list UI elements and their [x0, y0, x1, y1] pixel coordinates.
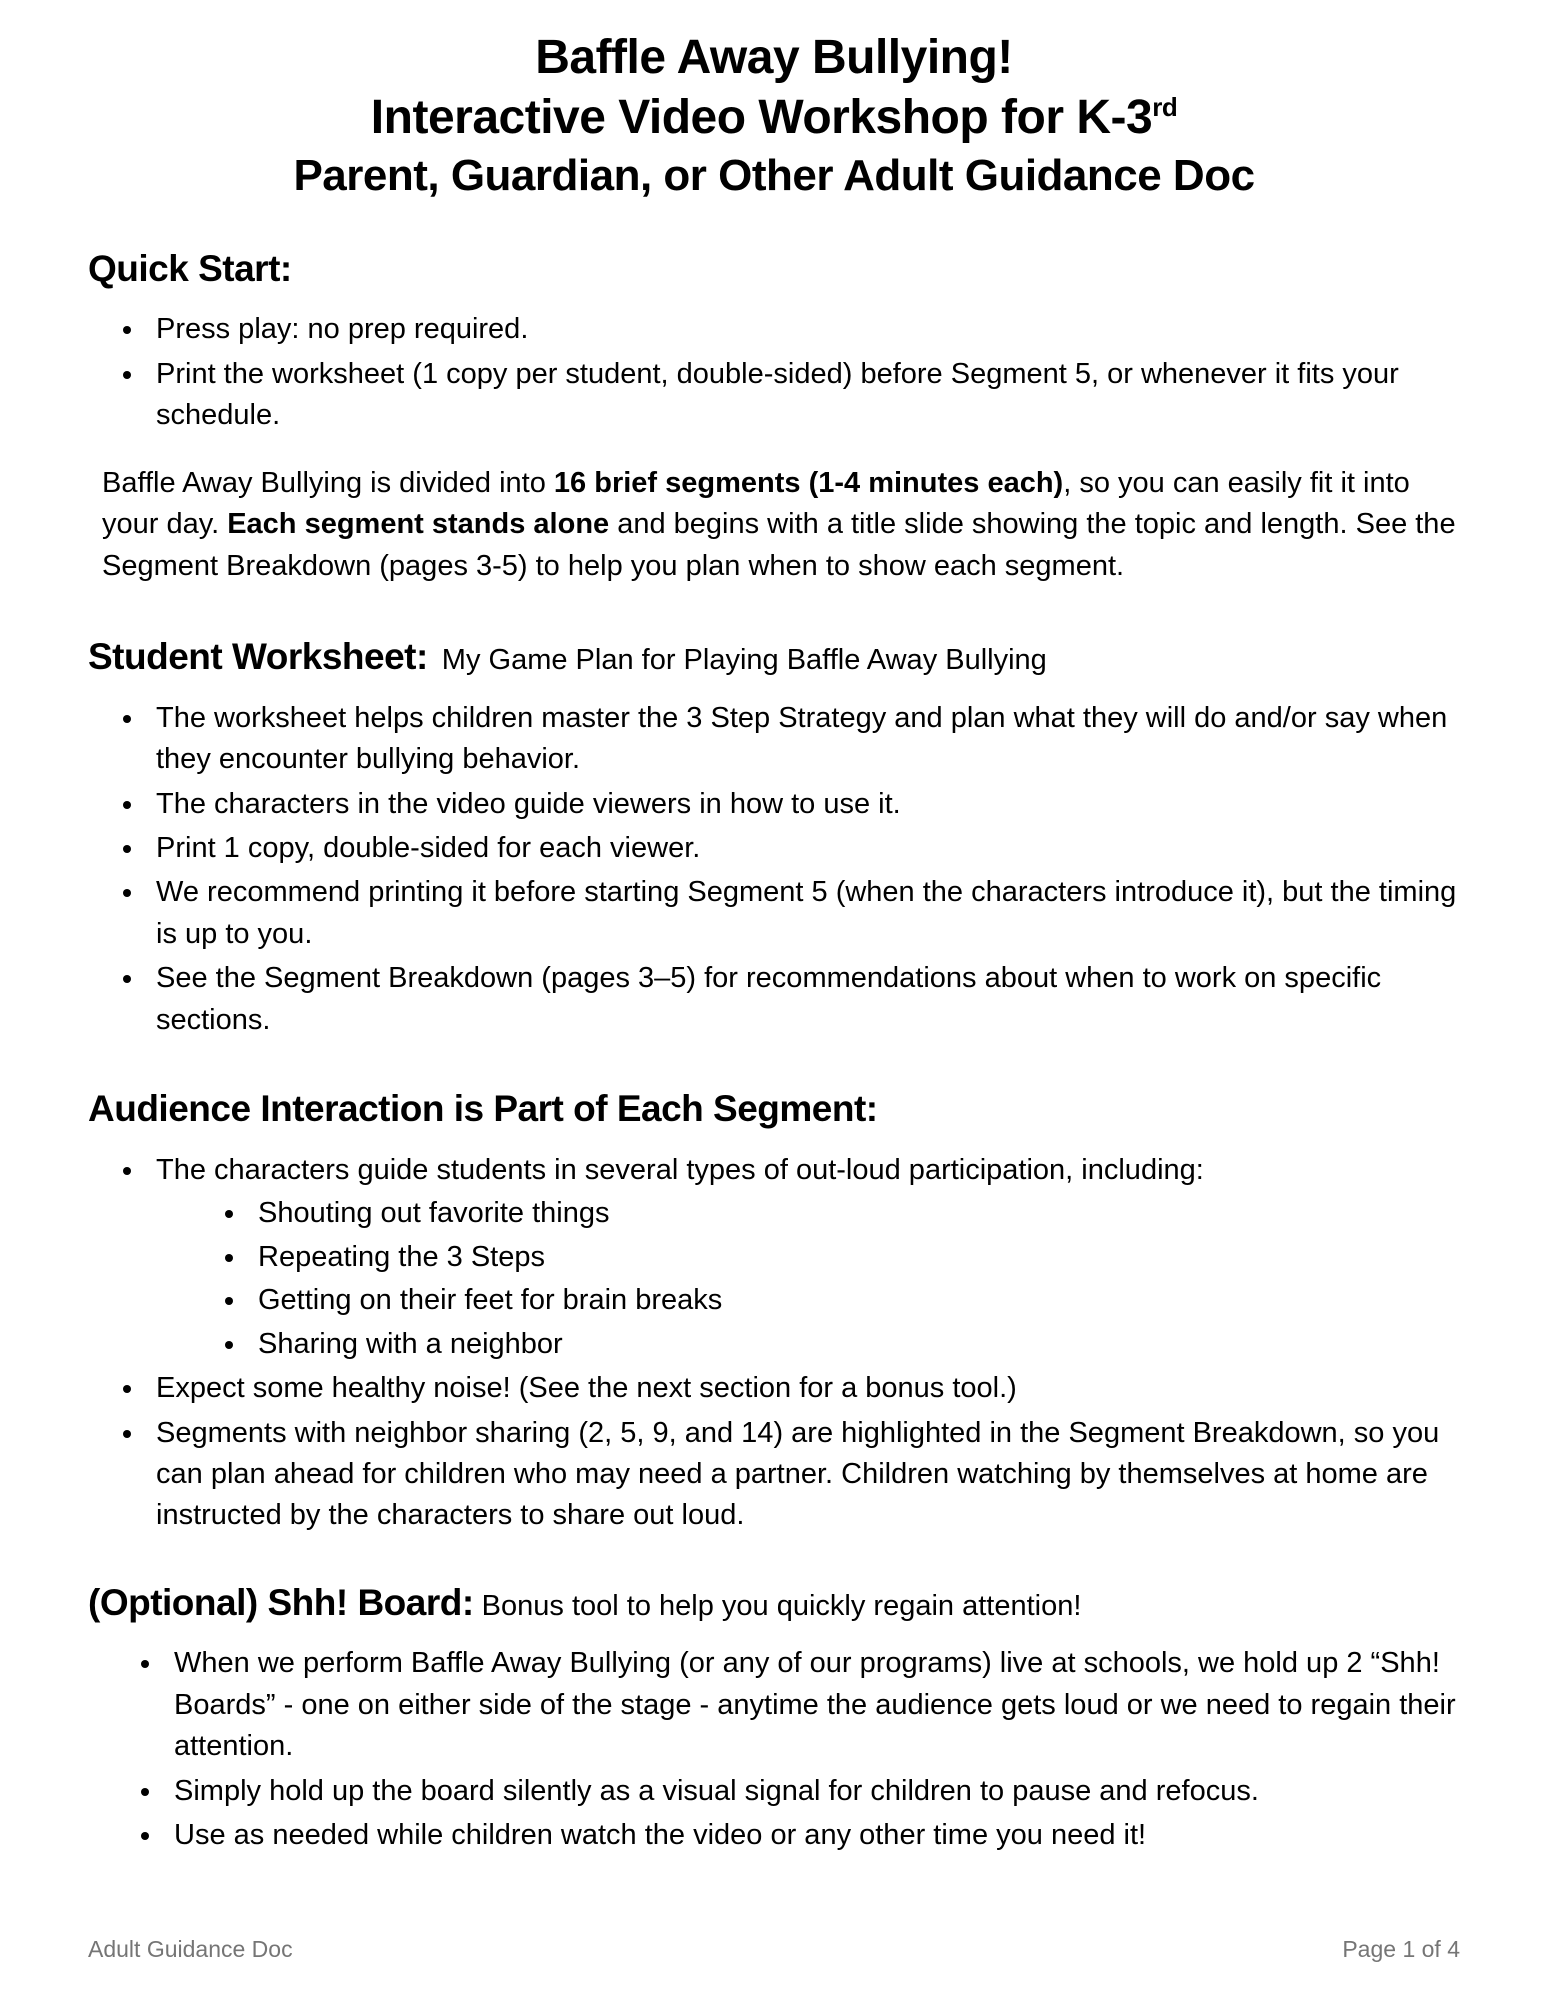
- audience-interaction-heading: Audience Interaction is Part of Each Segment:: [88, 1088, 878, 1130]
- audience-interaction-list: [88, 1150, 1460, 1537]
- list-item: • Segments with neighbor sharing (2, 5, 9, and 14) are highlighted in the Segment Breakdown, so you can plan ahead for children who may need a partner. Children watching by themselves at home are instructed by the characters to share out loud.: [146, 1413, 1460, 1537]
- quick-start-paragraph: [102, 463, 1460, 587]
- participation-sublist: [156, 1193, 1460, 1365]
- title-line-1: Baffle Away Bullying!: [535, 31, 1013, 84]
- list-item: • The characters in the video guide viewers in how to use it.: [146, 784, 1460, 825]
- list-item: • Repeating the 3 Steps: [248, 1237, 1460, 1278]
- shh-board-heading: [88, 1581, 1460, 1625]
- list-item: • Expect some healthy noise! (See the next section for a bonus tool.): [146, 1368, 1460, 1409]
- paragraph-bold-text: 16 brief segments (1-4 minutes each): [553, 466, 1064, 499]
- list-item: • The worksheet helps children master the 3 Step Strategy and plan what they will do and/or say when they encounter bullying behavior.: [146, 698, 1460, 781]
- student-worksheet-heading: [88, 635, 1460, 679]
- paragraph-text: , so you can easily fit it into your day.: [102, 466, 1410, 541]
- title-line-3: Parent, Guardian, or Other Adult Guidance Doc: [293, 151, 1255, 200]
- paragraph-text: and begins with a title slide showing the topic and length. See the Segment Breakdown (pages 3-5) to help you plan when to show each segment.: [102, 508, 1456, 582]
- list-item: • Press play: no prep required.: [146, 309, 1460, 350]
- list-item-text: The characters guide students in several types of out-loud participation, including:: [156, 1153, 1204, 1186]
- list-item: • Getting on their feet for brain breaks: [248, 1280, 1460, 1321]
- list-item: • Print the worksheet (1 copy per student, double-sided) before Segment 5, or whenever it fits your schedule.: [146, 354, 1460, 437]
- footer-page-number: Page 1 of 4: [1342, 1936, 1460, 1962]
- quick-start-list: [88, 309, 1460, 436]
- paragraph-text: Baffle Away Bullying is divided into: [102, 466, 554, 499]
- list-item: • Print 1 copy, double-sided for each viewer.: [146, 828, 1460, 869]
- shh-board-heading-label: (Optional) Shh! Board:: [88, 1581, 474, 1623]
- footer-doc-name: Adult Guidance Doc: [88, 1936, 293, 1962]
- paragraph-bold-text: Each segment stands alone: [227, 508, 610, 541]
- title-line-2: [88, 88, 1460, 148]
- quick-start-heading: Quick Start:: [88, 248, 292, 289]
- title-line-2-main: Interactive Video Workshop for K-3: [370, 91, 1153, 144]
- list-item: • Sharing with a neighbor: [248, 1324, 1460, 1365]
- list-item: • When we perform Baffle Away Bullying (or any of our programs) live at schools, we hold up 2 “Shh! Boards” - one on either side of the stage - anytime the audience gets loud or we need to regain their attention.: [164, 1643, 1460, 1767]
- list-item: [146, 1150, 1460, 1365]
- shh-board-subtitle: Bonus tool to help you quickly regain attention!: [481, 1589, 1082, 1622]
- student-worksheet-subtitle: My Game Plan for Playing Baffle Away Bullying: [441, 644, 1047, 677]
- list-item: • Use as needed while children watch the video or any other time you need it!: [164, 1815, 1460, 1856]
- list-item: • Shouting out favorite things: [248, 1193, 1460, 1234]
- list-item: • Simply hold up the board silently as a visual signal for children to pause and refocus.: [164, 1771, 1460, 1812]
- document-title: [88, 28, 1460, 203]
- list-item: • We recommend printing it before starting Segment 5 (when the characters introduce it), but the timing is up to you.: [146, 872, 1460, 955]
- title-line-2-ordinal: rd: [1152, 92, 1178, 122]
- student-worksheet-list: [88, 698, 1460, 1042]
- shh-board-list: [88, 1643, 1460, 1856]
- student-worksheet-heading-label: Student Worksheet:: [88, 636, 428, 678]
- list-item: • See the Segment Breakdown (pages 3–5) for recommendations about when to work on specific sections.: [146, 958, 1460, 1041]
- page-footer: [88, 1936, 1460, 1963]
